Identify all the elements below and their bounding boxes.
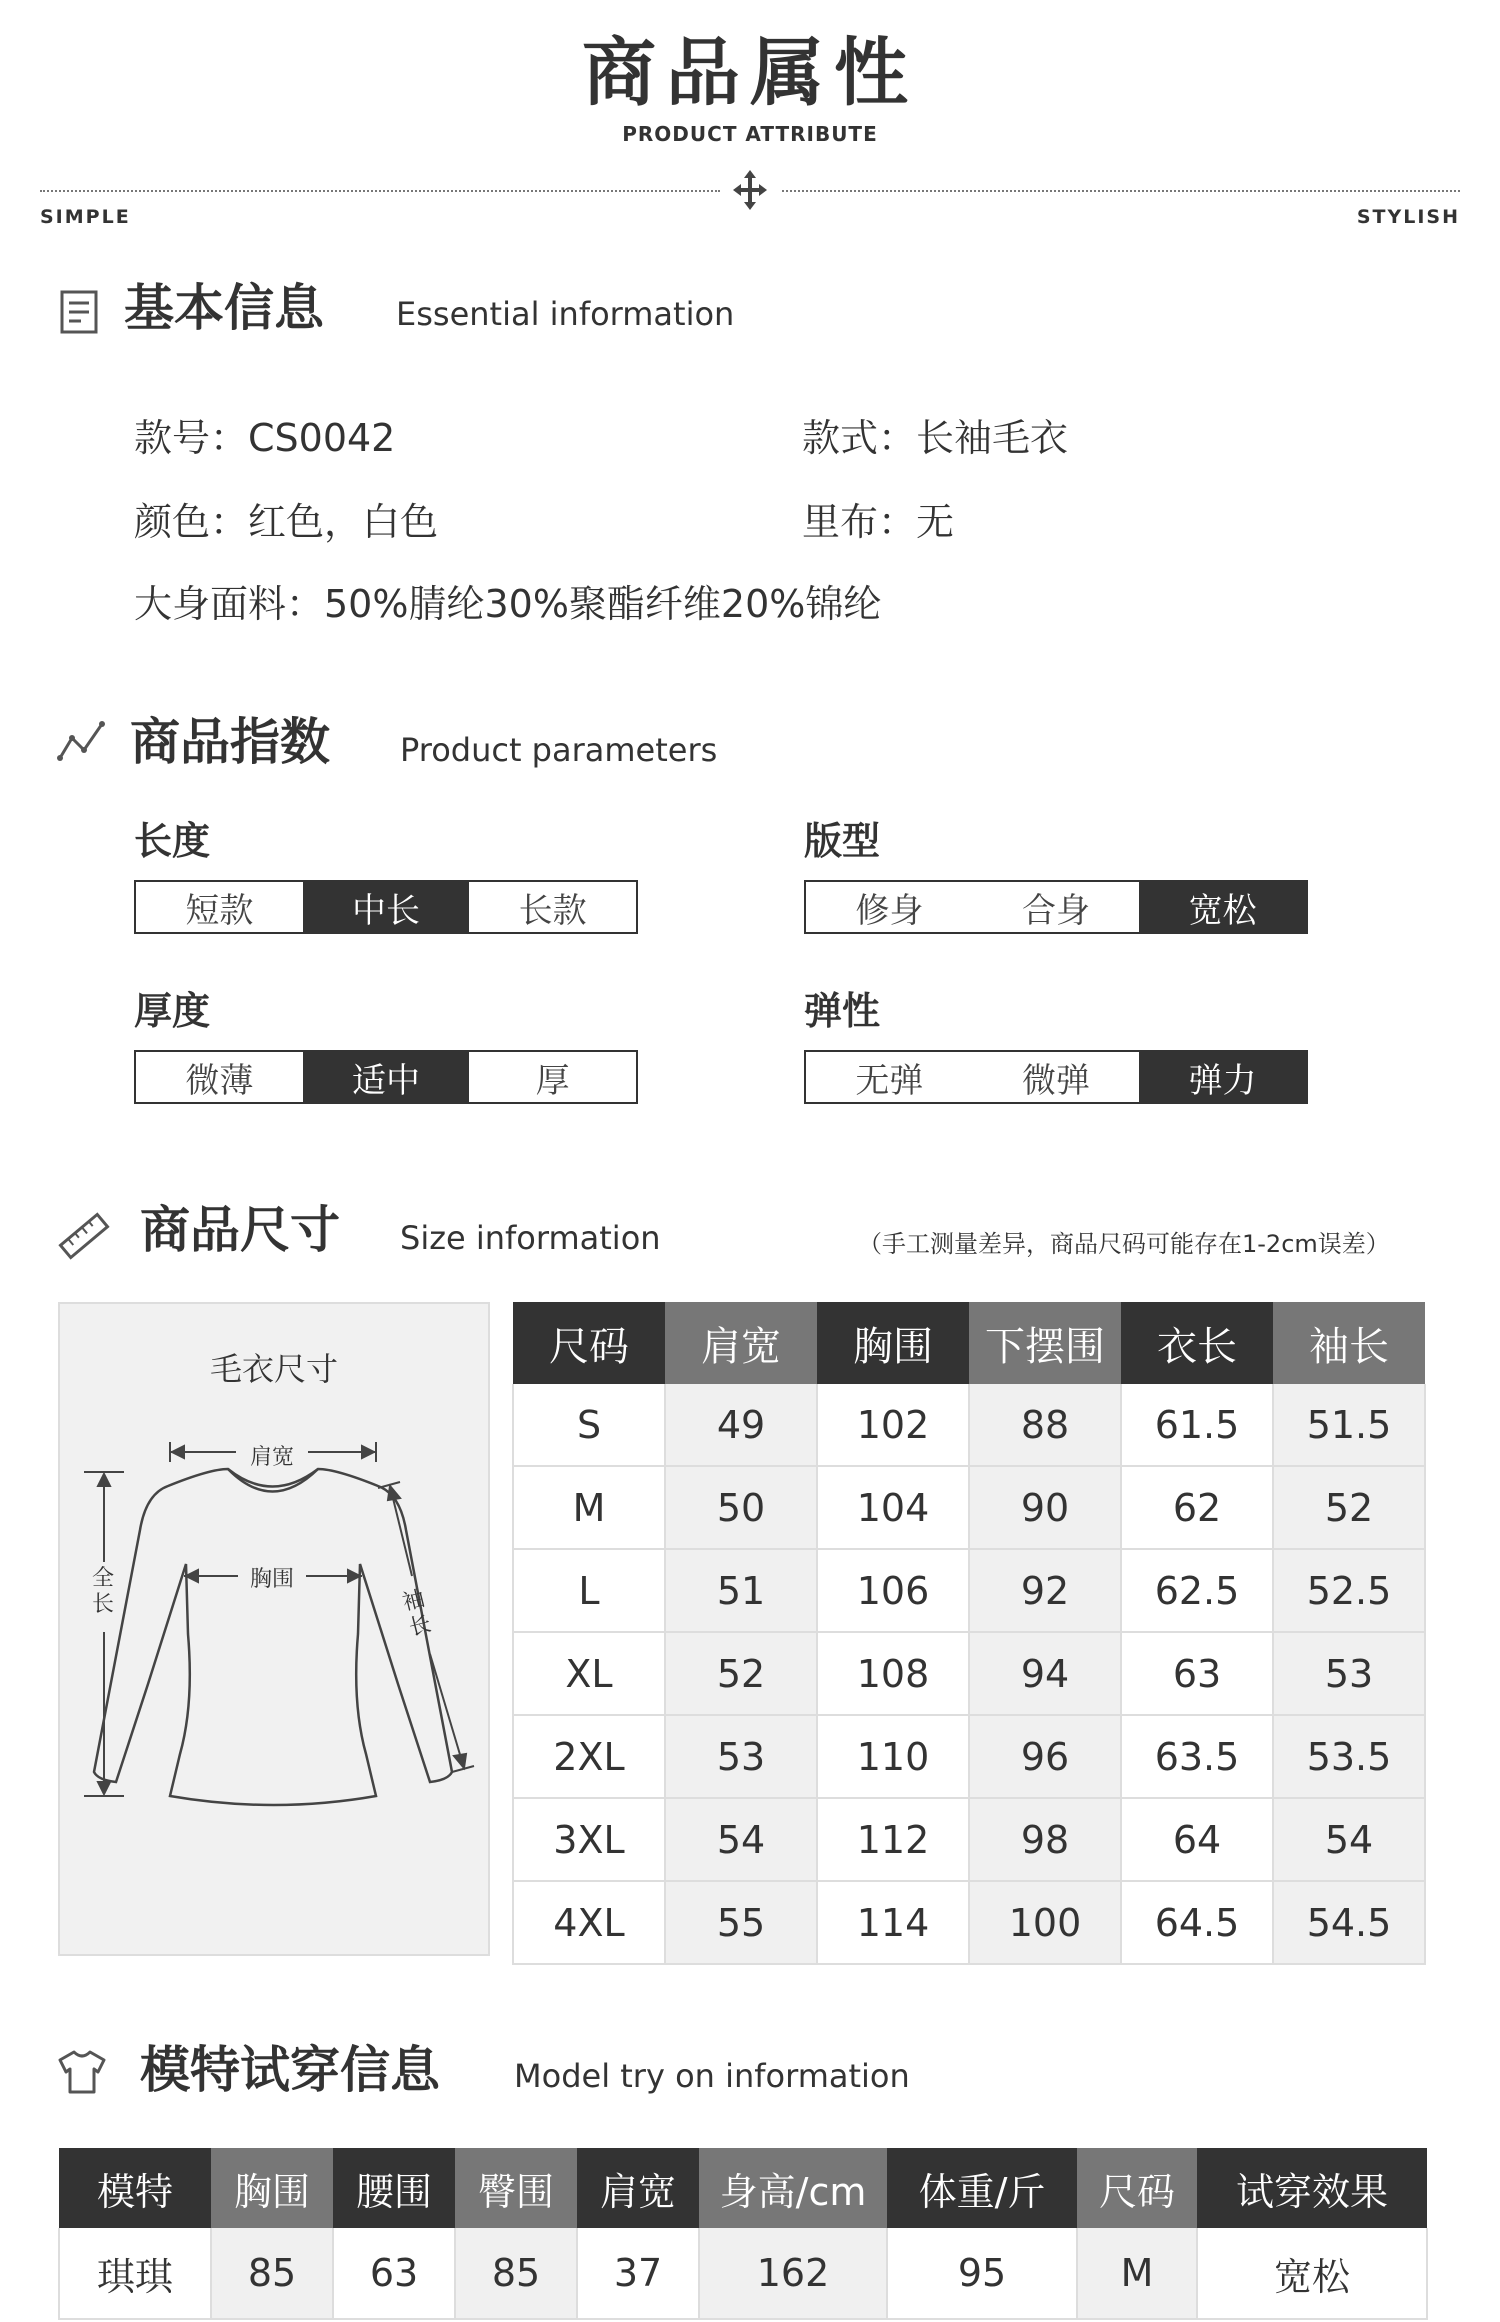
tshirt-icon (56, 2046, 108, 2098)
table-cell: 106 (817, 1549, 969, 1632)
table-cell: 52 (665, 1632, 817, 1715)
table-row (513, 1715, 1425, 1798)
shoulder-label: 肩宽 (249, 1445, 294, 1470)
table-row (59, 2228, 1427, 2319)
fabric-info: 大身面料：50%腈纶30%聚酯纤维20%锦纶 (134, 582, 882, 626)
parameters-heading-en: Product parameters (400, 731, 718, 769)
elasticity-scale (804, 1050, 1308, 1104)
table-row (513, 1798, 1425, 1881)
table-row (513, 1881, 1425, 1964)
chest-column-header: 胸围 (817, 1302, 969, 1384)
waist-column-header: 腰围 (333, 2148, 455, 2228)
sleeve-length-label: 袖长 (400, 1586, 434, 1642)
stylish-tag: STYLISH (1356, 206, 1460, 228)
table-cell: 85 (455, 2228, 577, 2319)
table-cell: 63 (1121, 1632, 1273, 1715)
basic-info-heading-en: Essential information (396, 295, 735, 333)
table-cell: 2XL (513, 1715, 665, 1798)
table-cell: 3XL (513, 1798, 665, 1881)
table-cell: 112 (817, 1798, 969, 1881)
weight-column-header: 体重/斤 (887, 2148, 1077, 2228)
fit-option: 宽松 (1139, 882, 1306, 932)
table-row (513, 1549, 1425, 1632)
table-cell: 4XL (513, 1881, 665, 1964)
table-cell: 104 (817, 1466, 969, 1549)
thickness-option: 微薄 (185, 1060, 254, 1101)
page-title: 商品属性 (582, 30, 918, 116)
table-cell: 61.5 (1121, 1384, 1273, 1466)
fit-option: 修身 (855, 890, 924, 931)
table-row (513, 1384, 1425, 1466)
model-info-heading-en: Model try on information (514, 2057, 910, 2095)
length-scale (134, 880, 638, 934)
length-column-header: 衣长 (1121, 1302, 1273, 1384)
size-table (512, 1302, 1426, 1965)
table-cell: 宽松 (1197, 2228, 1427, 2319)
basic-info-heading: 基本信息 (124, 279, 324, 337)
table-cell: 54 (665, 1798, 817, 1881)
table-cell: 54.5 (1273, 1881, 1425, 1964)
ruler-icon (58, 1210, 110, 1262)
length-option: 短款 (185, 890, 254, 931)
size-info-heading: 商品尺寸 (140, 1201, 340, 1259)
table-cell: 37 (577, 2228, 699, 2319)
table-cell: 53.5 (1273, 1715, 1425, 1798)
table-cell: 54 (1273, 1798, 1425, 1881)
model-column-header: 模特 (59, 2148, 211, 2228)
model-info-heading: 模特试穿信息 (140, 2041, 440, 2099)
table-cell: 50 (665, 1466, 817, 1549)
shoulder-column-header: 肩宽 (665, 1302, 817, 1384)
length-option: 长款 (518, 890, 587, 931)
elasticity-option: 微弹 (1022, 1060, 1090, 1101)
thickness-label: 厚度 (134, 989, 211, 1033)
divider-right (782, 190, 1460, 192)
table-cell: 162 (699, 2228, 887, 2319)
length-option: 中长 (303, 882, 470, 932)
bust-column-header: 胸围 (211, 2148, 333, 2228)
table-cell: 94 (969, 1632, 1121, 1715)
table-cell: 55 (665, 1881, 817, 1964)
table-cell: 90 (969, 1466, 1121, 1549)
table-cell: 95 (887, 2228, 1077, 2319)
thickness-option: 厚 (535, 1060, 570, 1101)
full-length-label: 全长 (92, 1566, 115, 1617)
table-cell: 64 (1121, 1798, 1273, 1881)
style-type: 款式：长袖毛衣 (802, 416, 1069, 460)
table-cell: 53 (665, 1715, 817, 1798)
table-cell: 53 (1273, 1632, 1425, 1715)
sleeve-column-header: 袖长 (1273, 1302, 1425, 1384)
trend-line-icon (56, 716, 108, 768)
fit-scale (804, 880, 1308, 934)
table-cell: 114 (817, 1881, 969, 1964)
table-cell: M (513, 1466, 665, 1549)
size-table-header (513, 1302, 1425, 1384)
size-column-header: 尺码 (1077, 2148, 1197, 2228)
table-cell: 51.5 (1273, 1384, 1425, 1466)
size-info-heading-en: Size information (400, 1219, 661, 1257)
table-cell: XL (513, 1632, 665, 1715)
table-cell: 64.5 (1121, 1881, 1273, 1964)
fit-label: 版型 (804, 819, 881, 863)
sweater-diagram (58, 1302, 490, 1956)
page-subtitle: PRODUCT ATTRIBUTE (622, 122, 878, 146)
measurement-note: （手工测量差异，商品尺码可能存在1-2cm误差） (858, 1230, 1390, 1258)
table-cell: 63.5 (1121, 1715, 1273, 1798)
table-cell: 49 (665, 1384, 817, 1466)
hem-column-header: 下摆围 (969, 1302, 1121, 1384)
table-cell: 52.5 (1273, 1549, 1425, 1632)
table-cell: 52 (1273, 1466, 1425, 1549)
table-cell: 琪琪 (59, 2228, 211, 2319)
fit-effect-column-header: 试穿效果 (1197, 2148, 1427, 2228)
table-cell: 108 (817, 1632, 969, 1715)
table-cell: 92 (969, 1549, 1121, 1632)
table-cell: 98 (969, 1798, 1121, 1881)
model-table (58, 2148, 1428, 2320)
style-number: 款号：CS0042 (134, 416, 396, 460)
thickness-scale (134, 1050, 638, 1104)
hip-column-header: 臀围 (455, 2148, 577, 2228)
table-cell: L (513, 1549, 665, 1632)
parameters-heading: 商品指数 (130, 713, 330, 771)
table-row (513, 1466, 1425, 1549)
shoulder-column-header: 肩宽 (577, 2148, 699, 2228)
elasticity-option: 无弹 (855, 1060, 924, 1101)
table-cell: 100 (969, 1881, 1121, 1964)
table-cell: 62.5 (1121, 1549, 1273, 1632)
diagram-title: 毛衣尺寸 (209, 1350, 338, 1388)
model-table-header (59, 2148, 1427, 2228)
chest-label: 胸围 (249, 1567, 294, 1592)
lining-info: 里布：无 (802, 500, 955, 544)
elasticity-option: 弹力 (1139, 1052, 1306, 1102)
length-label: 长度 (134, 819, 211, 863)
four-arrows-icon (733, 170, 767, 210)
height-column-header: 身高/cm (699, 2148, 887, 2228)
thickness-option: 适中 (303, 1052, 470, 1102)
table-cell: 96 (969, 1715, 1121, 1798)
fit-option: 合身 (1022, 890, 1090, 931)
table-cell: 88 (969, 1384, 1121, 1466)
table-cell: 63 (333, 2228, 455, 2319)
table-cell: 110 (817, 1715, 969, 1798)
divider-left (40, 190, 720, 192)
table-row (513, 1632, 1425, 1715)
table-cell: 51 (665, 1549, 817, 1632)
color-info: 颜色：红色，白色 (134, 500, 439, 544)
elasticity-label: 弹性 (804, 989, 881, 1033)
table-cell: S (513, 1384, 665, 1466)
table-cell: 62 (1121, 1466, 1273, 1549)
table-cell: 102 (817, 1384, 969, 1466)
table-cell: M (1077, 2228, 1197, 2319)
table-cell: 85 (211, 2228, 333, 2319)
size-column-header: 尺码 (513, 1302, 665, 1384)
notepad-icon (56, 286, 108, 338)
simple-tag: SIMPLE (40, 206, 131, 228)
